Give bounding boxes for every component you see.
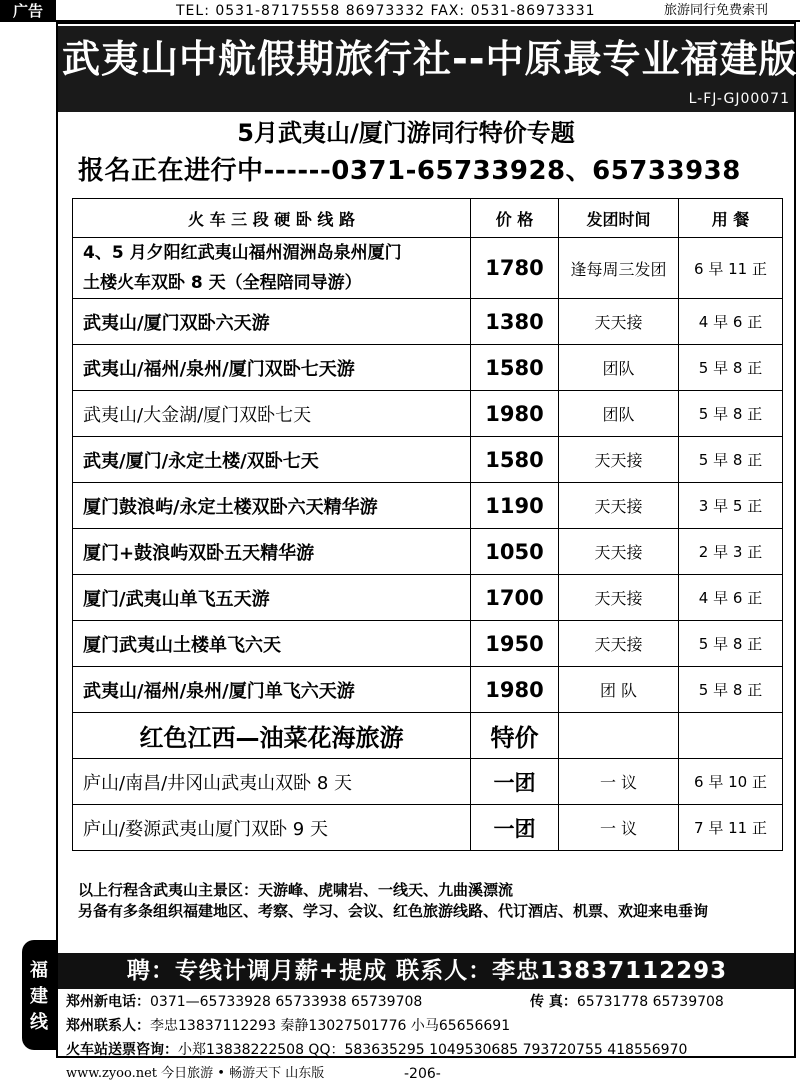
table-row	[73, 391, 783, 437]
fax-row	[530, 992, 724, 1012]
empty-cell	[559, 713, 679, 759]
route-cell: 武夷/厦门/永定土楼/双卧七天	[73, 437, 471, 483]
promo-title: 5月武夷山/厦门游同行特价专题	[237, 119, 575, 147]
station-row	[66, 1040, 687, 1060]
table-row	[73, 759, 783, 805]
price-cell: 1580	[471, 345, 559, 391]
table-row	[73, 483, 783, 529]
notes-line: 以上行程含武夷山主景区：天游峰、虎啸岩、一线天、九曲溪漂流	[78, 881, 514, 899]
table-row	[73, 238, 783, 299]
side-char: 建	[30, 986, 48, 1007]
meal-cell: 7 早 11 正	[679, 805, 783, 851]
table-row	[73, 621, 783, 667]
time-cell: 天天接	[559, 483, 679, 529]
time-cell: 团 队	[559, 667, 679, 713]
station-value: 小郑13838222508 QQ：583635295 1049530685 793720755 418556970	[178, 1042, 688, 1058]
empty-cell	[679, 713, 783, 759]
price-cell: 1700	[471, 575, 559, 621]
section-header-row	[73, 713, 783, 759]
route-cell: 庐山/婺源武夷山厦门双卧 9 天	[73, 805, 471, 851]
meal-cell: 6 早 11 正	[679, 238, 783, 299]
page-number: -206-	[404, 1066, 441, 1082]
route-cell: 厦门鼓浪屿/永定土楼双卧六天精华游	[73, 483, 471, 529]
phone-label: 郑州新电话：	[66, 994, 150, 1010]
route-line: 土楼火车双卧 8 天（全程陪同导游）	[83, 273, 362, 293]
table-header-row	[73, 199, 783, 238]
station-label: 火车站送票咨询：	[66, 1042, 178, 1058]
table-row	[73, 345, 783, 391]
time-cell: 逢每周三发团	[559, 238, 679, 299]
meal-cell: 5 早 8 正	[679, 437, 783, 483]
route-cell: 厦门/武夷山单飞五天游	[73, 575, 471, 621]
route-cell: 武夷山/大金湖/厦门双卧七天	[73, 391, 471, 437]
side-tab-label	[24, 958, 54, 1036]
section-title: 红色江西—油菜花海旅游	[73, 713, 471, 759]
price-cell: 1050	[471, 529, 559, 575]
route-cell: 武夷山/福州/泉州/厦门单飞六天游	[73, 667, 471, 713]
phone-row	[66, 992, 422, 1012]
time-cell: 一 议	[559, 805, 679, 851]
fax-label: 传 真：	[530, 994, 577, 1010]
ad-label: 广告	[0, 0, 56, 22]
price-cell: 1190	[471, 483, 559, 529]
phone-value: 0371—65733928 65733938 65739708	[150, 994, 423, 1010]
meal-cell: 5 早 8 正	[679, 391, 783, 437]
fax-value: 65731778 65739708	[576, 994, 724, 1010]
header-time: 发团时间	[559, 199, 679, 238]
license-code: L-FJ-GJ00071	[688, 91, 790, 107]
time-cell: 天天接	[559, 529, 679, 575]
time-cell: 团队	[559, 345, 679, 391]
routes-table	[72, 198, 783, 851]
price-cell: 1950	[471, 621, 559, 667]
table-row	[73, 437, 783, 483]
table-row	[73, 575, 783, 621]
header-meal: 用 餐	[679, 199, 783, 238]
price-cell: 1780	[471, 238, 559, 299]
price-cell: 1980	[471, 667, 559, 713]
price-cell: 1580	[471, 437, 559, 483]
section-price: 特价	[471, 713, 559, 759]
top-contact-line: TEL: 0531-87175558 86973332 FAX: 0531-86973331	[176, 3, 596, 19]
time-cell: 天天接	[559, 437, 679, 483]
footer-text: www.zyoo.net 今日旅游 • 畅游天下 山东版	[66, 1066, 325, 1081]
contacts-people-row	[66, 1016, 510, 1036]
time-cell: 天天接	[559, 575, 679, 621]
price-cell: 一团	[471, 759, 559, 805]
recruit-text: 聘：专线计调月薪+提成 联系人：李忠13837112293	[126, 958, 728, 984]
header-price: 价 格	[471, 199, 559, 238]
table-row	[73, 667, 783, 713]
route-cell	[73, 238, 471, 299]
meal-cell: 4 早 6 正	[679, 299, 783, 345]
people-value: 李忠13837112293 秦静13027501776 小马65656691	[150, 1018, 511, 1034]
route-line: 4、5 月夕阳红武夷山福州湄洲岛泉州厦门	[83, 243, 402, 263]
price-cell: 1380	[471, 299, 559, 345]
notes-line: 另备有多条组织福建地区、考察、学习、会议、红色旅游线路、代订酒店、机票、欢迎来电垂询	[78, 902, 709, 920]
table-row	[73, 299, 783, 345]
people-label: 郑州联系人：	[66, 1018, 150, 1034]
price-cell: 1980	[471, 391, 559, 437]
table-row	[73, 529, 783, 575]
time-cell: 团队	[559, 391, 679, 437]
notes-block	[78, 880, 778, 922]
route-cell: 庐山/南昌/井冈山武夷山双卧 8 天	[73, 759, 471, 805]
route-cell: 厦门+鼓浪屿双卧五天精华游	[73, 529, 471, 575]
meal-cell: 5 早 8 正	[679, 667, 783, 713]
free-request-label: 旅游同行免费索刊	[664, 3, 769, 18]
registration-line: 报名正在进行中------0371-65733928、65733938	[78, 156, 741, 186]
time-cell: 天天接	[559, 299, 679, 345]
route-cell: 武夷山/福州/泉州/厦门双卧七天游	[73, 345, 471, 391]
time-cell: 一 议	[559, 759, 679, 805]
route-cell: 厦门武夷山土楼单飞六天	[73, 621, 471, 667]
side-char: 福	[30, 960, 48, 981]
price-cell: 一团	[471, 805, 559, 851]
meal-cell: 6 早 10 正	[679, 759, 783, 805]
meal-cell: 2 早 3 正	[679, 529, 783, 575]
route-cell: 武夷山/厦门双卧六天游	[73, 299, 471, 345]
agency-title: 武夷山中航假期旅行社--中原最专业福建版	[62, 37, 798, 81]
meal-cell: 4 早 6 正	[679, 575, 783, 621]
table-row	[73, 805, 783, 851]
meal-cell: 3 早 5 正	[679, 483, 783, 529]
side-char: 线	[30, 1012, 48, 1033]
time-cell: 天天接	[559, 621, 679, 667]
meal-cell: 5 早 8 正	[679, 621, 783, 667]
meal-cell: 5 早 8 正	[679, 345, 783, 391]
header-route: 火 车 三 段 硬 卧 线 路	[73, 199, 471, 238]
